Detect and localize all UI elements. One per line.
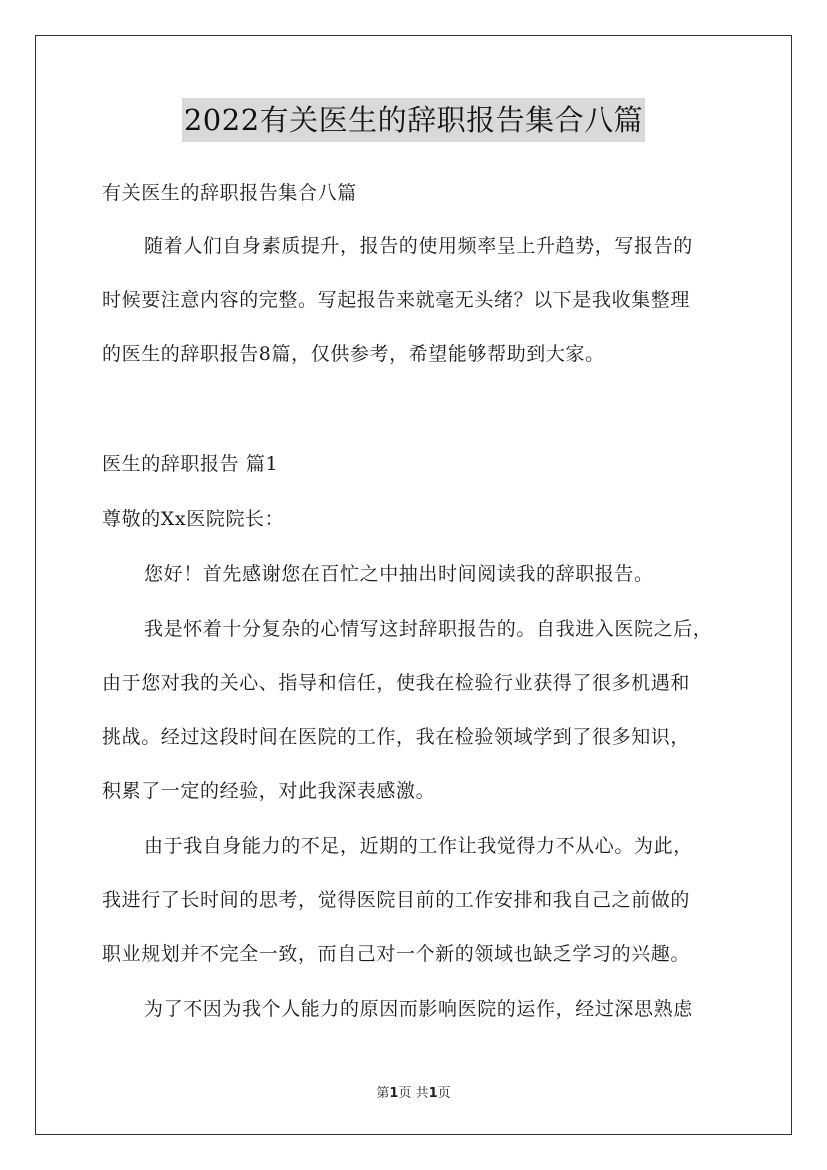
intro-line-2: 时候要注意内容的完整。写起报告来就毫无头绪？以下是我收集整理 — [102, 289, 691, 311]
document-subtitle: 有关医生的辞职报告集合八篇 — [102, 182, 357, 204]
body-line-3: 由于您对我的关心、指导和信任，使我在检验行业获得了很多机遇和 — [102, 672, 691, 694]
footer-page-suffix: 页 — [437, 1086, 451, 1101]
body-line-8: 职业规划并不完全一致，而自己对一个新的领域也缺乏学习的兴趣。 — [102, 943, 691, 965]
footer-page-mid: 页 共 — [398, 1086, 429, 1101]
section-heading: 医生的辞职报告 篇1 — [102, 453, 279, 475]
body-line-6: 由于我自身能力的不足，近期的工作让我觉得力不从心。为此， — [144, 835, 693, 857]
footer-page-current: 1 — [389, 1086, 399, 1101]
body-line-2: 我是怀着十分复杂的心情写这封辞职报告的。自我进入医院之后， — [144, 618, 713, 640]
body-line-5: 积累了一定的经验，对此我深表感激。 — [102, 780, 436, 802]
title-container — [0, 98, 827, 142]
footer-page-total: 1 — [428, 1086, 438, 1101]
body-line-4: 挑战。经过这段时间在医院的工作，我在检验领域学到了很多知识， — [102, 726, 691, 748]
intro-line-3: 的医生的辞职报告8篇，仅供参考，希望能够帮助到大家。 — [102, 343, 605, 365]
body-line-7: 我进行了长时间的思考，觉得医院目前的工作安排和我自己之前做的 — [102, 889, 691, 911]
intro-line-1: 随着人们自身素质提升，报告的使用频率呈上升趋势，写报告的 — [144, 235, 693, 257]
body-line-1: 您好！首先感谢您在百忙之中抽出时间阅读我的辞职报告。 — [144, 563, 654, 585]
salutation: 尊敬的Xx医院院长： — [102, 508, 285, 530]
footer-page-prefix: 第 — [376, 1086, 390, 1101]
document-title: 2022有关医生的辞职报告集合八篇 — [182, 98, 645, 142]
page-footer — [0, 1082, 827, 1101]
body-line-9: 为了不因为我个人能力的原因而影响医院的运作，经过深思熟虑 — [144, 998, 693, 1020]
